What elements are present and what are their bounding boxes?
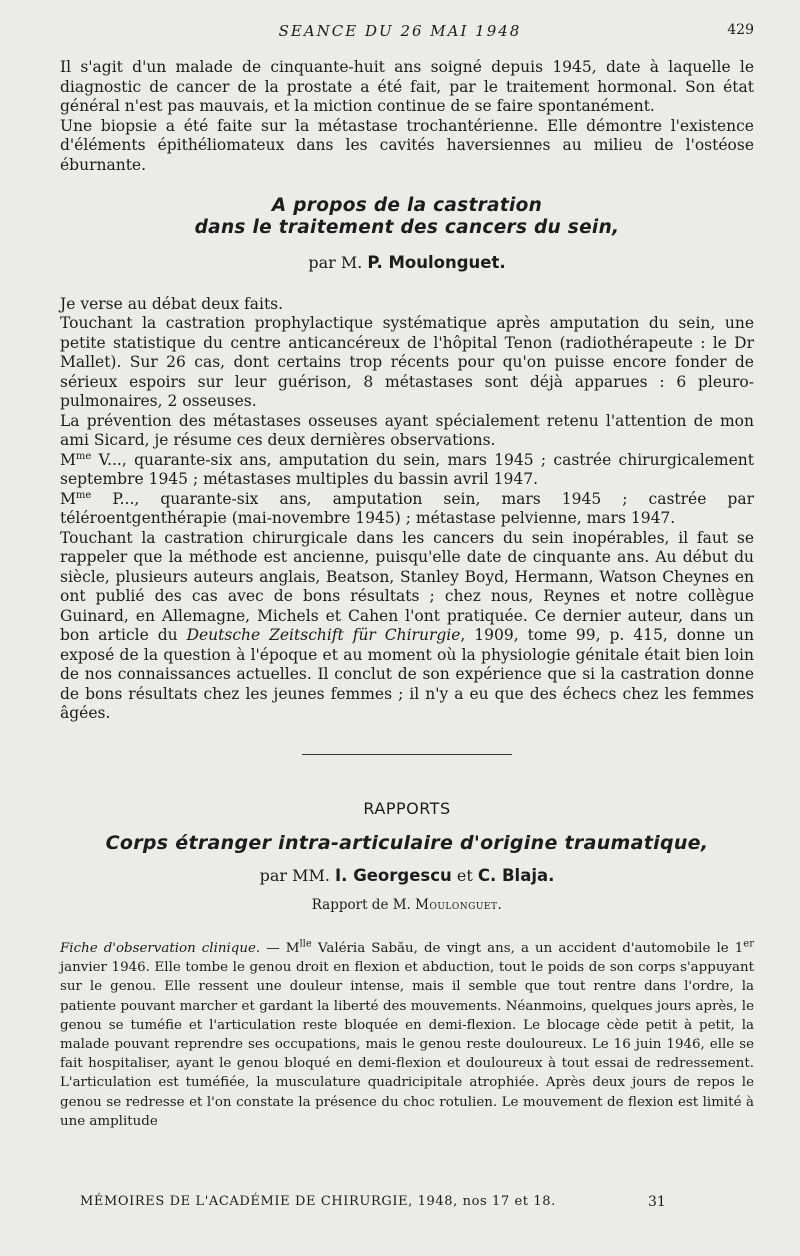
byline-and: et [456,866,473,885]
observation-label: Fiche d'observation clinique. [60,941,261,956]
footer-number: 31 [648,1194,666,1210]
rapport-line [60,896,754,916]
article-paragraph: Je verse au débat deux faits. [60,294,284,313]
paragraph-text: Touchant la castration chirurgicale dans les cancers du sein inopérables, il faut se rappeler que la méthode est ancienne, puisqu'elle date de cinquante ans. Au début du siècle, plusieurs auteurs anglais, Beatson, Stanley Boyd, Hermann, Watson Cheynes en ont publié des cas avec de bons résultats ; chez nous, Reynes et notre collègue Guinard, en Allemagne, Michels et Cahen l'ont pratiquée. Ce dernier auteur, dans un bon article du [60,528,754,644]
page-body [60,58,754,1131]
article-paragraph [60,529,754,724]
rapport-author: Moulonguet. [415,896,503,913]
paragraph-text: , 1909, tome 99, p. 415, donne un exposé de la question à l'époque et au moment où la physiologie génitale était bien loin de nos connaissances actuelles. Il conclut de son expérience que si la castration donne de bons résultats chez les jeunes femmes ; il n'y a eu que des échecs chez les femmes âgées. [60,626,755,722]
running-head [0,22,800,44]
byline-prefix: par MM. [259,866,330,885]
footer-journal: MÉMOIRES DE L'ACADÉMIE DE CHIRURGIE, 1948, nos 17 et 18. [80,1194,556,1209]
report-title: Corps étranger intra-articulaire d'origine traumatique, [105,832,709,854]
journal-citation: Deutsche Zeitschift für Chirurgie [186,626,461,644]
author-name: P. Moulonguet. [367,253,506,272]
title-sup: lle [299,938,312,950]
article-title-line: dans le traitement des cancers du sein, [194,217,620,238]
byline-prefix: par M. [308,253,363,272]
ordinal-sup: er [743,938,754,950]
running-title: SEANCE DU 26 MAI 1948 [278,22,522,40]
section-heading: RAPPORTS [363,798,451,818]
article-title-line: A propos de la castration [271,195,543,216]
case-paragraph [60,490,754,529]
observation-paragraph [60,939,754,1131]
rapport-prefix: Rapport de M. [311,896,411,913]
author-name: I. Georgescu [335,866,452,885]
article-byline [60,253,754,273]
case-title-sup: me [75,489,92,501]
case-paragraph [60,451,754,490]
article-paragraph: Touchant la castration prophylactique systématique après amputation du sein, une petite statistique du centre anticancéreux de l'hôpital Tenon (radiothérapeute : le Dr Mallet). Sur 26 cas, dont certains trop récents pour qu'on puisse encore fonder de sérieux espoirs sur leur guérison, 8 métastases sont déjà apparues : 6 pleuro-pulmonaires, 2 osseuses. [60,314,754,410]
article-paragraph: La prévention des métastases osseuses ayant spécialement retenu l'attention de mon ami Sicard, je résume ces deux dernières observations. [60,411,754,449]
author-name: C. Blaja. [477,866,555,885]
intro-paragraph: Une biopsie a été faite sur la métastase trochantérienne. Elle démontre l'existence d'éléments épithéliomateux dans les cavités haversiennes au milieu de l'ostéose éburnante. [60,116,754,174]
report-byline [60,866,754,886]
intro-paragraph: Il s'agit d'un malade de cinquante-huit ans soigné depuis 1945, date à laquelle le diagnostic de cancer de la prostate a été fait, par le traitement hormonal. Son état général n'est pas mauvais, et la miction continue de se faire spontanément. [60,58,754,115]
observation-text: Valéria Sabău, de vingt ans, a un accident d'automobile le 1 [311,941,744,956]
case-text: V..., quarante-six ans, amputation du sein, mars 1945 ; castrée chirurgicalement septembre 1945 ; métastases multiples du bassin avril 1947. [60,450,754,488]
page-footer [60,1194,754,1212]
article-title [60,195,754,239]
observation-text: — M [260,941,300,956]
case-title: M [60,489,76,508]
section-divider [302,754,512,755]
case-text: P..., quarante-six ans, amputation sein, mars 1945 ; castrée par téléroentgenthérapie (mai-novembre 1945) ; métastase pelvienne, mars 1947. [60,489,754,527]
observation-text: janvier 1946. Elle tombe le genou droit en flexion et abduction, tout le poids de son corps s'appuyant sur le genou. Elle ressent une douleur intense, mais il semble que tout rentre dans l'ordre, la patiente pouvant marcher et gardant la liberté des mouvements. Néanmoins, quelques jours après, le genou se tuméfie et l'articulation reste bloquée en demi-flexion. Le blocage cède petit à petit, la malade pouvant reprendre ses occupations, mais le genou reste douloureux. Le 16 juin 1946, elle se fait hospitaliser, ayant le genou bloqué en demi-flexion et douloureux à tout essai de redressement. L'articulation est tuméfiée, la musculature quadricipitale atrophiée. Après deux jours de repos le genou se redresse et l'on constate la présence du choc rotulien. Le mouvement de flexion est limité à une amplitude [60,960,754,1129]
case-title-sup: me [75,450,92,462]
case-title: M [60,450,76,469]
page-number: 429 [727,22,754,38]
